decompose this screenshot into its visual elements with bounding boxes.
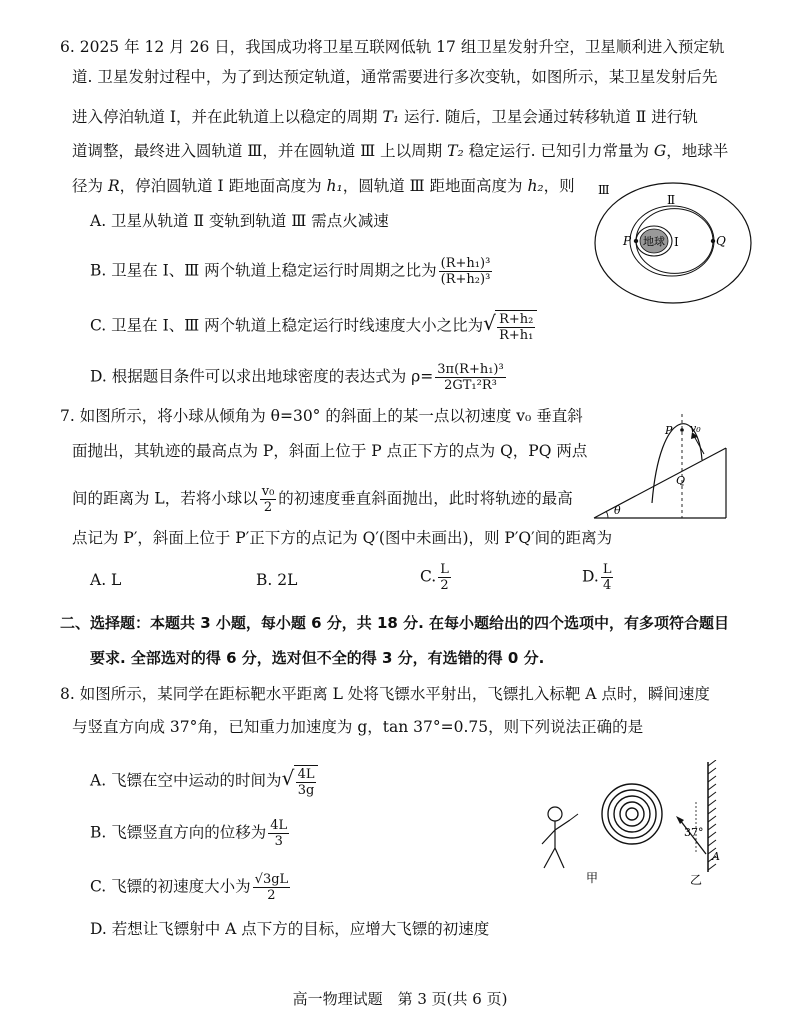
- q8-option-b: [90, 818, 291, 849]
- q6-option-b-fraction: [439, 256, 493, 287]
- q7-v0-half: [260, 484, 277, 515]
- q7-c-num: L: [440, 562, 449, 577]
- q6-line4: [72, 140, 728, 162]
- q8-a-num: √ 4L: [297, 767, 315, 782]
- q7-c-prefix: C.: [420, 567, 437, 586]
- q7-frac-num: v₀: [261, 484, 275, 499]
- q6-line1: 6. 2025 年 12 月 26 日，我国成功将卫星互联网低轨 17 组卫星发射升空，卫星顺利进入预定轨: [60, 38, 725, 56]
- q6-line5-c: ，圆轨道 Ⅲ 距地面高度为: [342, 177, 528, 195]
- q-label: Q: [716, 234, 726, 248]
- a-label: A: [712, 850, 720, 863]
- q7-line4: 点记为 P′，斜面上位于 P′正下方的点记为 Q′(图中未画出)，则 P′Q′间的距离为: [72, 529, 613, 547]
- q6-var-r: R: [107, 177, 120, 195]
- q8-b-num: 4L: [270, 818, 288, 833]
- q8-option-c: [90, 872, 292, 903]
- v0-arrow: [694, 436, 704, 454]
- person-head: [548, 807, 562, 821]
- q6-var-h1: h₁: [326, 177, 343, 195]
- theta-arc: [606, 511, 608, 518]
- figure-jia-label: 甲: [586, 871, 599, 885]
- q7-d-prefix: D.: [582, 567, 599, 586]
- q7-line1: 7. 如图所示，将小球从倾角为 θ=30° 的斜面上的某一点以初速度 v₀ 垂直斜: [60, 407, 583, 425]
- point-q: [711, 239, 715, 243]
- p-label: P: [665, 424, 673, 437]
- p-label: P: [623, 234, 632, 248]
- q8-a-den: 3g: [297, 783, 315, 798]
- q6-var-h2: h₂: [527, 177, 544, 195]
- q6-line5: [72, 175, 575, 197]
- q6-option-d: [90, 362, 508, 393]
- q6-option-c-text: C. 卫星在 Ⅰ、Ⅲ 两个轨道上稳定运行时线速度大小之比为: [90, 316, 484, 335]
- q7-line3-b: 的初速度垂直斜面抛出，此时将轨迹的最高: [278, 489, 573, 508]
- q6-var-t1: T₁: [382, 108, 400, 126]
- q6-d-num: 3π(R+h₁)³: [437, 362, 504, 377]
- incline-diagram: [590, 410, 730, 525]
- q6-d-den: 2GT₁²R³: [444, 378, 497, 393]
- q6-option-b: [90, 256, 494, 287]
- dart-diagram: [530, 760, 745, 890]
- q8-line1: 8. 如图所示，某同学在距标靶水平距离 L 处将飞镖水平射出，飞镖扎入标靶 A 点时，瞬间速度: [60, 685, 710, 703]
- q6-line4-b: 稳定运行. 已知引力常量为: [463, 142, 654, 160]
- q6-option-d-text: D. 根据题目条件可以求出地球密度的表达式为 ρ=: [90, 367, 434, 386]
- q6-b-num: (R+h₁)³: [440, 256, 491, 271]
- orbit-iii-label: Ⅲ: [598, 183, 610, 197]
- orbit-diagram: [590, 180, 760, 310]
- q6-line4-c: ，地球半: [666, 142, 729, 160]
- q7-d-den: 4: [602, 578, 612, 593]
- q7-option-c: [420, 562, 453, 593]
- q6-line5-a: 径为: [72, 177, 108, 195]
- q6-option-b-text: B. 卫星在 Ⅰ、Ⅲ 两个轨道上稳定运行时周期之比为: [90, 261, 437, 280]
- q8-b-text: B. 飞镖竖直方向的位移为: [90, 823, 267, 842]
- figure-yi-label: 乙: [690, 873, 703, 887]
- q7-c-den: 2: [440, 578, 449, 593]
- q6-line2: 道. 卫星发射过程中，为了到达预定轨道，通常需要进行多次变轨，如图所示，某卫星发射后先: [72, 68, 718, 86]
- q6-line4-a: 道调整，最终进入圆轨道 Ⅲ，并在圆轨道 Ⅲ 上以周期: [72, 142, 448, 160]
- section2-line1: 二、选择题：本题共 3 小题，每小题 6 分，共 18 分. 在每小题给出的四个选项中，有多项符合题目: [60, 614, 730, 632]
- angle-label: 37°: [684, 826, 704, 839]
- q7-line2: 面抛出，其轨迹的最高点为 P，斜面上位于 P 点正下方的点为 Q，PQ 两点: [72, 442, 588, 460]
- q6-line3: [72, 106, 698, 128]
- q6-option-c-sqrt: [483, 310, 537, 343]
- q6-line3-b: 运行. 随后，卫星会通过转移轨道 Ⅱ 进行轨: [399, 108, 698, 126]
- v0-label: v₀: [690, 422, 701, 435]
- q7-option-a: A. L: [90, 571, 122, 589]
- target-rings: [602, 784, 662, 844]
- q6-b-den: (R+h₂)³: [440, 272, 491, 287]
- theta-label: θ: [614, 504, 621, 517]
- q8-option-a: [90, 765, 318, 798]
- q6-line5-d: ，则: [543, 177, 575, 195]
- q6-line3-a: 进入停泊轨道 Ⅰ，并在此轨道上以稳定的周期: [72, 108, 383, 126]
- orbit-i-label: Ⅰ: [674, 235, 679, 249]
- q6-option-a: A. 卫星从轨道 Ⅱ 变轨到轨道 Ⅲ 需点火减速: [90, 212, 389, 230]
- q7-option-d: [582, 562, 615, 593]
- q7-option-b: B. 2L: [256, 571, 298, 589]
- q8-line2: 与竖直方向成 37°角，已知重力加速度为 g，tan 37°=0.75，则下列说法正确的是: [72, 718, 644, 736]
- q6-c-num: √ R+h₂: [499, 312, 534, 327]
- q8-b-den: 3: [274, 834, 283, 849]
- q6-option-c: [90, 310, 537, 343]
- q8-c-text: C. 飞镖的初速度大小为: [90, 877, 251, 896]
- page-footer: 高一物理试题 第 3 页(共 6 页): [292, 990, 508, 1008]
- q6-option-d-fraction: [435, 362, 505, 393]
- q7-line3: [72, 484, 573, 515]
- point-p: [634, 239, 638, 243]
- section2-line2: 要求. 全部选对的得 6 分，选对但不全的得 3 分，有选错的得 0 分.: [90, 649, 545, 667]
- q8-c-num: √3gL: [254, 872, 289, 887]
- q7-line3-a: 间的距离为 L，若将小球以: [72, 489, 258, 508]
- orbit-ii-label: Ⅱ: [667, 193, 676, 207]
- q6-var-g: G: [653, 142, 667, 160]
- q6-line5-b: ，停泊圆轨道 Ⅰ 距地面高度为: [119, 177, 327, 195]
- q8-a-text: A. 飞镖在空中运动的时间为: [90, 771, 282, 790]
- q6-c-den: R+h₁: [499, 328, 534, 343]
- q7-d-num: L: [602, 562, 612, 577]
- q8-c-den: 2: [267, 888, 276, 903]
- q7-frac-den: 2: [263, 500, 273, 515]
- earth-label: 地球: [643, 235, 665, 248]
- q8-option-d: D. 若想让飞镖射中 A 点下方的目标，应增大飞镖的初速度: [90, 920, 490, 938]
- q6-var-t2: T₂: [447, 142, 464, 160]
- q-label: Q: [676, 474, 686, 487]
